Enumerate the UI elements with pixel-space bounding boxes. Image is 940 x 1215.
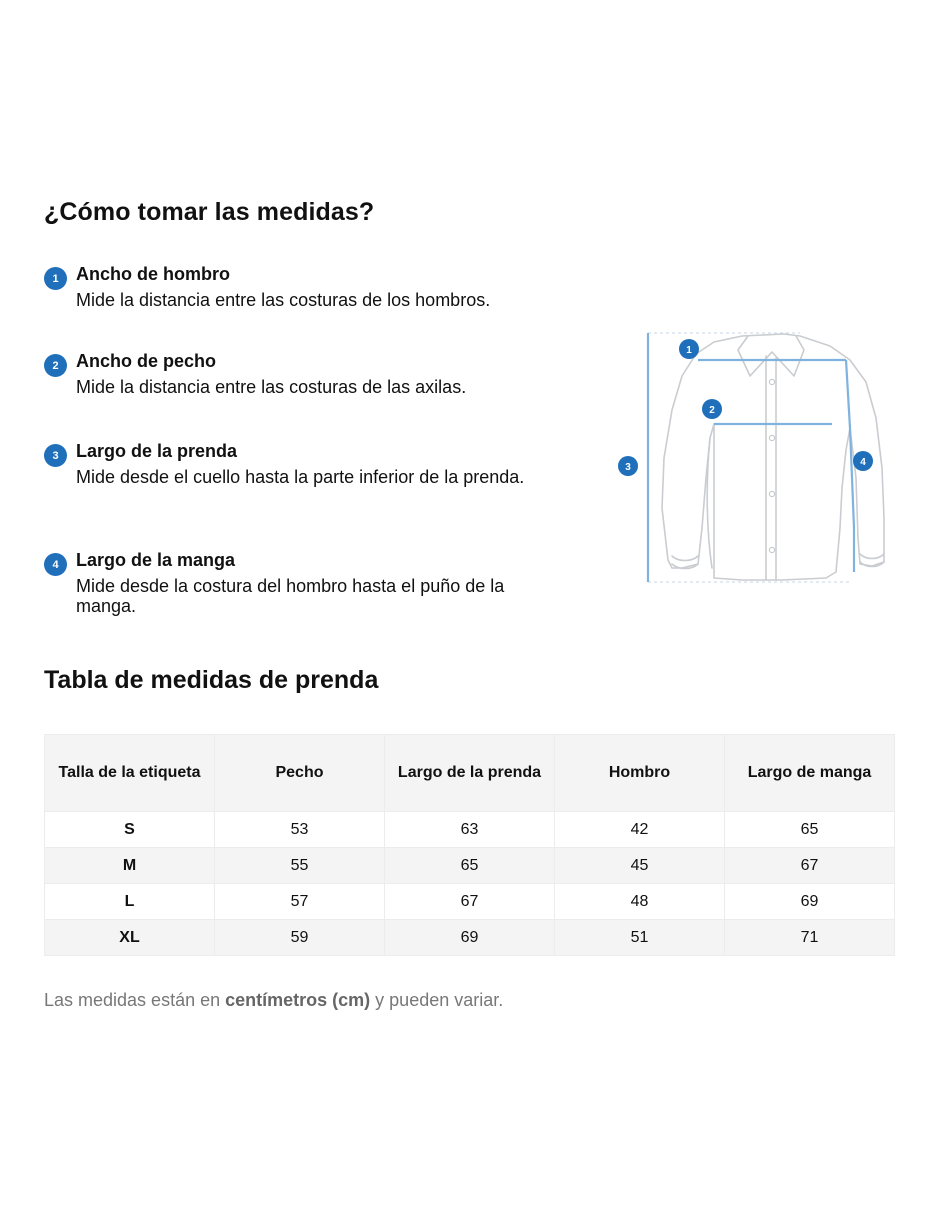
table-header-row bbox=[45, 735, 895, 812]
length-cell: 63 bbox=[385, 812, 555, 848]
column-header-sleeve: Largo de manga bbox=[725, 735, 895, 812]
step-title: Ancho de pecho bbox=[76, 351, 217, 371]
table-row bbox=[45, 848, 895, 884]
diagram-marker-4 bbox=[853, 451, 873, 471]
marker-label: 4 bbox=[860, 457, 866, 468]
column-header-shoulder: Hombro bbox=[555, 735, 725, 812]
step-description: Mide la distancia entre las costuras de las axilas. bbox=[76, 377, 467, 397]
step-title: Largo de la prenda bbox=[76, 441, 238, 461]
size-cell: XL bbox=[45, 920, 215, 956]
column-header-label-size: Talla de la etiqueta bbox=[45, 735, 215, 812]
column-header-chest: Pecho bbox=[215, 735, 385, 812]
sleeve-cell: 67 bbox=[725, 848, 895, 884]
shoulder-cell: 45 bbox=[555, 848, 725, 884]
size-cell: L bbox=[45, 884, 215, 920]
units-note-unit: centímetros (cm) bbox=[225, 990, 371, 1010]
size-table-title: Tabla de medidas de prenda bbox=[44, 666, 379, 694]
length-cell: 69 bbox=[385, 920, 555, 956]
marker-label: 2 bbox=[709, 405, 715, 416]
step-title: Ancho de hombro bbox=[76, 264, 230, 284]
diagram-marker-3 bbox=[618, 456, 638, 476]
shoulder-cell: 51 bbox=[555, 920, 725, 956]
marker-label: 3 bbox=[625, 462, 631, 473]
units-note bbox=[44, 990, 503, 1011]
shoulder-cell: 42 bbox=[555, 812, 725, 848]
step-description: Mide desde el cuello hasta la parte inferior de la prenda. bbox=[76, 467, 525, 487]
length-cell: 65 bbox=[385, 848, 555, 884]
diagram-marker-1 bbox=[679, 339, 699, 359]
units-note-before: Las medidas están en bbox=[44, 990, 226, 1010]
shoulder-cell: 48 bbox=[555, 884, 725, 920]
chest-cell: 55 bbox=[215, 848, 385, 884]
shirt-measurement-diagram bbox=[614, 328, 894, 590]
step-description: Mide desde la costura del hombro hasta el puño de la manga. bbox=[76, 576, 505, 616]
step-number-badge: 2 bbox=[44, 354, 67, 377]
chest-cell: 59 bbox=[215, 920, 385, 956]
step-title: Largo de la manga bbox=[76, 550, 236, 570]
shirt-buttons bbox=[769, 379, 774, 552]
how-to-measure-title: ¿Cómo tomar las medidas? bbox=[44, 198, 375, 226]
units-note-after: y pueden variar. bbox=[370, 990, 504, 1010]
table-row bbox=[45, 812, 895, 848]
measurement-lines bbox=[648, 333, 854, 582]
size-cell: M bbox=[45, 848, 215, 884]
step-number-badge: 4 bbox=[44, 553, 67, 576]
step-number-badge: 3 bbox=[44, 444, 67, 467]
guide-dashed-lines bbox=[648, 333, 850, 582]
size-cell: S bbox=[45, 812, 215, 848]
diagram-marker-2 bbox=[702, 399, 722, 419]
table-row bbox=[45, 884, 895, 920]
chest-cell: 53 bbox=[215, 812, 385, 848]
marker-label: 1 bbox=[686, 345, 692, 356]
size-table bbox=[44, 734, 895, 956]
column-header-length: Largo de la prenda bbox=[385, 735, 555, 812]
sleeve-cell: 69 bbox=[725, 884, 895, 920]
sleeve-cell: 71 bbox=[725, 920, 895, 956]
length-cell: 67 bbox=[385, 884, 555, 920]
table-row bbox=[45, 920, 895, 956]
sleeve-cell: 65 bbox=[725, 812, 895, 848]
chest-cell: 57 bbox=[215, 884, 385, 920]
step-description: Mide la distancia entre las costuras de los hombros. bbox=[76, 290, 491, 310]
step-number-badge: 1 bbox=[44, 267, 67, 290]
